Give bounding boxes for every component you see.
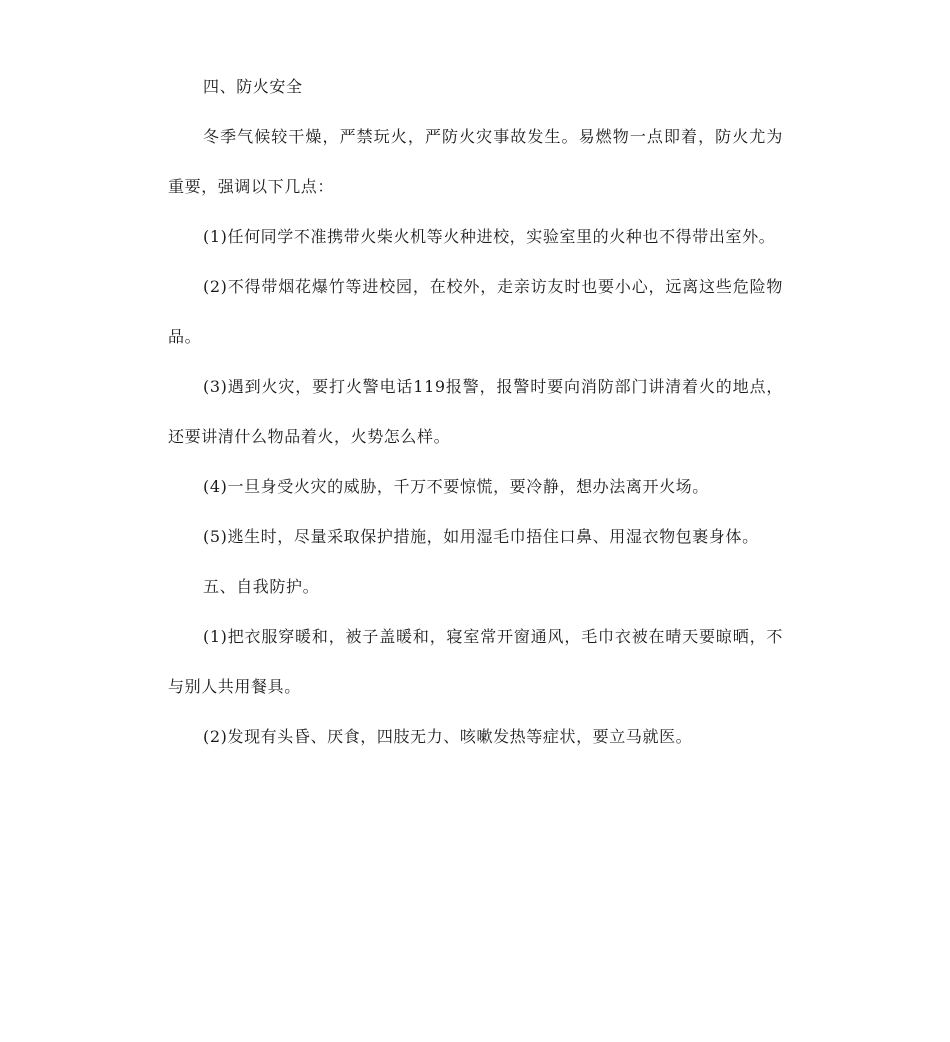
list-item-fire-2: (2)不得带烟花爆竹等进校园，在校外，走亲访友时也要小心，远离这些危险物品。 <box>168 277 783 346</box>
list-item-fire-1: (1)任何同学不准携带火柴火机等火种进校，实验室里的火种也不得带出室外。 <box>203 227 776 246</box>
list-item-fire-5: (5)逃生时，尽量采取保护措施，如用湿毛巾捂住口鼻、用湿衣物包裹身体。 <box>203 527 759 546</box>
list-item-protection-1: (1)把衣服穿暖和，被子盖暖和，寝室常开窗通风，毛巾衣被在晴天要晾晒，不与别人共用餐具。 <box>168 627 783 696</box>
section-heading-fire-safety: 四、防火安全 <box>203 77 303 96</box>
document-body <box>168 62 783 762</box>
paragraph-fire-intro: 冬季气候较干燥，严禁玩火，严防火灾事故发生。易燃物一点即着，防火尤为重要，强调以下几点： <box>168 127 783 196</box>
list-item-fire-4: (4)一旦身受火灾的威胁，千万不要惊慌，要冷静，想办法离开火场。 <box>203 477 709 496</box>
section-heading-self-protection: 五、自我防护。 <box>203 577 320 596</box>
list-item-fire-3: (3)遇到火灾，要打火警电话119报警，报警时要向消防部门讲清着火的地点，还要讲清什么物品着火，火势怎么样。 <box>168 377 783 446</box>
list-item-protection-2: (2)发现有头昏、厌食，四肢无力、咳嗽发热等症状，要立马就医。 <box>203 727 693 746</box>
